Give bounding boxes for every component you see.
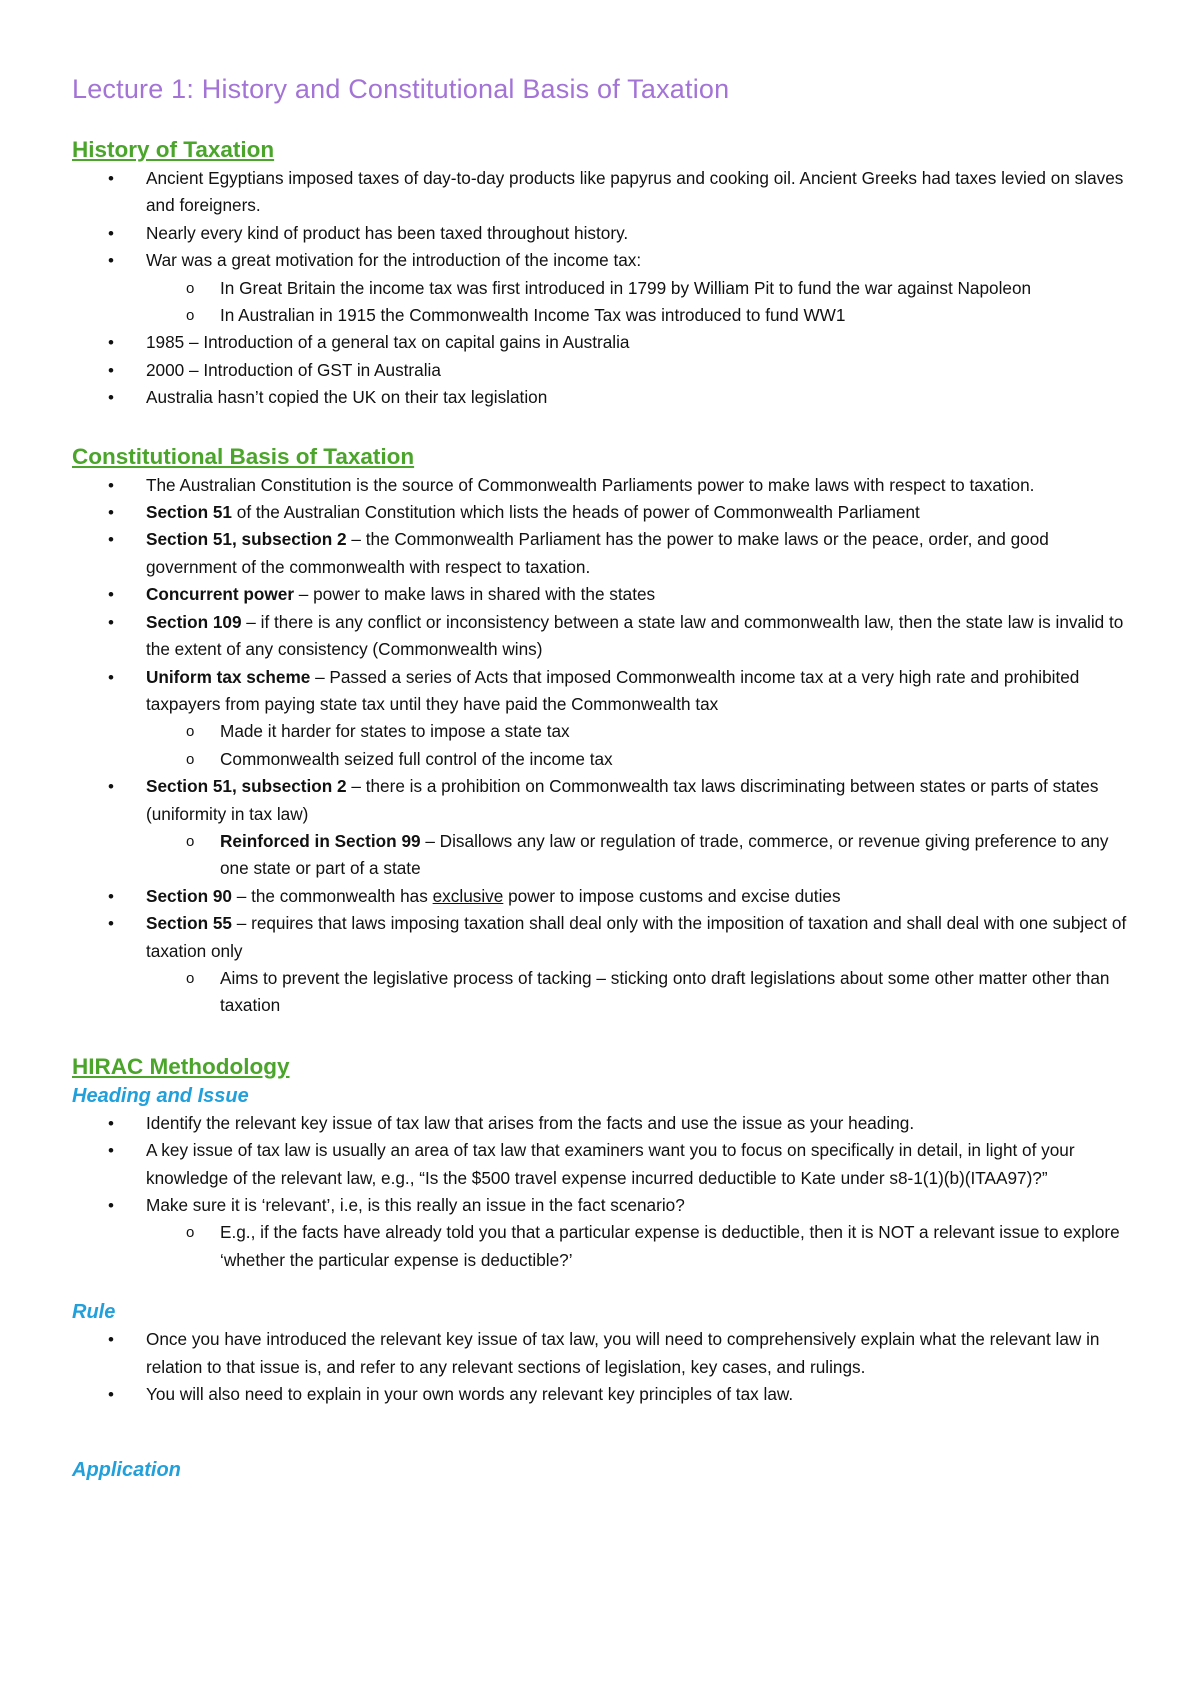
subheading-rule: Rule (72, 1301, 116, 1324)
sub-list (146, 275, 1132, 330)
bold-term: Section 90 (146, 885, 232, 906)
list-item (146, 910, 1132, 1020)
subheading-heading-and-issue: Heading and Issue (72, 1084, 249, 1107)
list-item-text: power to impose customs and excise duties (503, 885, 841, 906)
list-item (146, 581, 1132, 608)
sub-list (146, 965, 1132, 1020)
bold-term: Uniform tax scheme (146, 666, 311, 687)
list-item-text: – Passed a series of Acts that imposed Commonwealth income tax at a very high rate and prohibited taxpayers from paying state tax until they have paid the Commonwealth tax (146, 666, 1080, 714)
list-item-text: – the commonwealth has (231, 885, 433, 906)
sub-list-item: o In Australian in 1915 the Commonwealth Income Tax was introduced to fund WW1 (220, 302, 1132, 329)
list-item: • The Australian Constitution is the source of Commonwealth Parliaments power to make laws with respect to taxation. (146, 472, 1132, 499)
list-item: • You will also need to explain in your own words any relevant key principles of tax law. (146, 1381, 1132, 1408)
list-item (146, 773, 1132, 883)
list-item-text: Make sure it is ‘relevant’, i.e, is this really an issue in the fact scenario? (146, 1195, 685, 1215)
subheading-application: Application (72, 1459, 181, 1482)
list-item: • A key issue of tax law is usually an area of tax law that examiners want you to focus on specifically in detail, in light of your knowledge of the relevant law, e.g., “Is the $500 travel expense incurred deductible to Kate under s8-1(1)(b)(ITAA97)?” (146, 1137, 1132, 1192)
bold-term: Reinforced in Section 99 (220, 830, 421, 851)
list-item (146, 526, 1132, 581)
list-item-text: – Disallows any law or regulation of trade, commerce, or revenue giving preference to any one state or part of a state (220, 830, 1109, 879)
heading-constitutional: Constitutional Basis of Taxation (72, 443, 415, 469)
constitutional-list (72, 472, 1132, 1020)
bold-term: Section 109 (146, 611, 242, 632)
page-title: Lecture 1: History and Constitutional Basis of Taxation (72, 74, 730, 104)
list-item: • Australia hasn’t copied the UK on their tax legislation (146, 384, 1132, 411)
list-item (146, 883, 1132, 910)
issue-list (72, 1110, 1132, 1274)
sub-list (146, 1219, 1132, 1274)
list-item: • Once you have introduced the relevant key issue of tax law, you will need to comprehensively explain what the relevant law in relation to that issue is, and refer to any relevant sections of legislation, key cases, and rulings. (146, 1326, 1132, 1381)
list-item-text: – there is a prohibition on Commonwealth tax laws discriminating between states or parts of states (uniformity in tax law) (146, 776, 1099, 824)
sub-list (146, 718, 1132, 773)
list-item: • Nearly every kind of product has been taxed throughout history. (146, 220, 1132, 247)
sub-list-item: o Aims to prevent the legislative process of tacking – sticking onto draft legislations about some other matter other than taxation (220, 965, 1132, 1020)
bold-term: Section 51 (146, 502, 232, 523)
sub-list-item: o In Great Britain the income tax was first introduced in 1799 by William Pit to fund the war against Napoleon (220, 275, 1132, 302)
list-item (146, 609, 1132, 664)
list-item: • Identify the relevant key issue of tax law that arises from the facts and use the issue as your heading. (146, 1110, 1132, 1137)
bold-term: Section 55 (146, 913, 232, 934)
heading-history: History of Taxation (72, 137, 275, 162)
sub-list-item: o E.g., if the facts have already told you that a particular expense is deductible, then it is NOT a relevant issue to explore ‘whether the particular expense is deductible?’ (220, 1219, 1132, 1274)
sub-list-item: o Made it harder for states to impose a state tax (220, 718, 1132, 745)
underlined-term: exclusive (432, 885, 504, 906)
sub-list-item (220, 828, 1132, 883)
list-item-text: of the Australian Constitution which lists the heads of power of Commonwealth Parliament (231, 502, 920, 523)
bold-term: Section 51, subsection 2 (146, 529, 347, 550)
history-list (72, 165, 1132, 412)
document-page (72, 74, 1132, 1484)
list-item-text: – the Commonwealth Parliament has the power to make laws or the peace, order, and good government of the commonwealth with respect to taxation. (146, 529, 1049, 577)
list-item: • 1985 – Introduction of a general tax on capital gains in Australia (146, 329, 1132, 356)
list-item-text: – requires that laws imposing taxation shall deal only with the imposition of taxation and shall deal with one subject of taxation only (146, 913, 1127, 961)
list-item-text: War was a great motivation for the introduction of the income tax: (146, 250, 642, 271)
list-item-text: – power to make laws in shared with the states (294, 584, 656, 605)
list-item (146, 499, 1132, 526)
sub-list (146, 828, 1132, 883)
heading-hirac: HIRAC Methodology (72, 1053, 290, 1079)
list-item (146, 247, 1132, 329)
list-item-text: – if there is any conflict or inconsistency between a state law and commonwealth law, then the state law is invalid to the extent of any consistency (Commonwealth wins) (146, 611, 1124, 660)
list-item (146, 1192, 1132, 1274)
bold-term: Concurrent power (146, 584, 295, 605)
list-item: • Ancient Egyptians imposed taxes of day-to-day products like papyrus and cooking oil. Ancient Greeks had taxes levied on slaves and foreigners. (146, 165, 1132, 220)
list-item (146, 664, 1132, 774)
rule-list (72, 1326, 1132, 1408)
list-item: • 2000 – Introduction of GST in Australia (146, 357, 1132, 384)
bold-term: Section 51, subsection 2 (146, 776, 347, 797)
sub-list-item: o Commonwealth seized full control of the income tax (220, 746, 1132, 773)
